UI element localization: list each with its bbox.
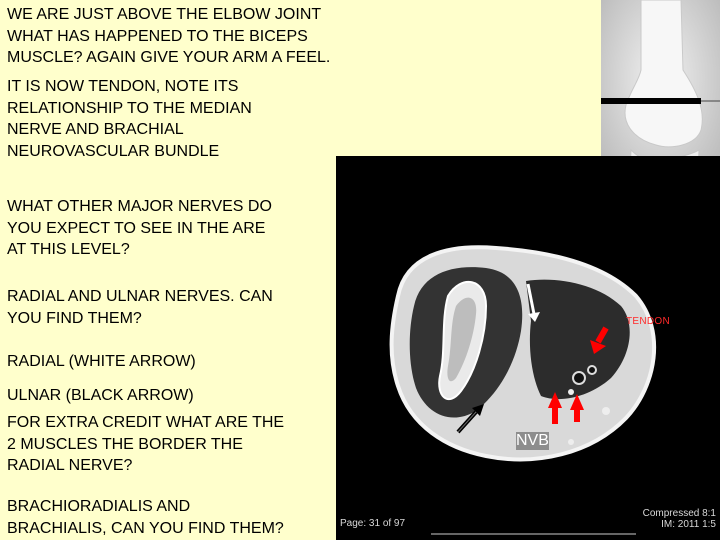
mri-cross-section xyxy=(336,156,720,540)
answer-tendon: IT IS NOW TENDON, NOTE ITS RELATIONSHIP TO THE MEDIAN NERVE AND BRACHIAL NEUROVASCULAR BUNDLE xyxy=(7,78,252,160)
nvb-label: NVB xyxy=(516,432,549,449)
legend-radial: RADIAL (WHITE ARROW) xyxy=(7,353,196,370)
vessel xyxy=(588,366,596,374)
mri-compression-info: Compressed 8:1 IM: 2011 1:5 xyxy=(642,508,716,530)
answer-muscles: BRACHIORADIALIS AND BRACHIALIS, CAN YOU FIND THEM? xyxy=(7,498,284,537)
question-extra-credit: FOR EXTRA CREDIT WHAT ARE THE 2 MUSCLES THE BORDER THE RADIAL NERVE? xyxy=(7,414,285,475)
vessel xyxy=(573,372,585,384)
nerve-dot xyxy=(568,439,574,445)
mri-drawing xyxy=(336,156,720,540)
legend-ulnar: ULNAR (BLACK ARROW) xyxy=(7,387,194,404)
nerve-dot xyxy=(568,389,574,395)
question-other-nerves: WHAT OTHER MAJOR NERVES DO YOU EXPECT TO SEE IN THE ARE AT THIS LEVEL? xyxy=(7,198,272,259)
answer-radial-ulnar: RADIAL AND ULNAR NERVES. CAN YOU FIND THEM? xyxy=(7,288,273,327)
mri-page-info: Page: 31 of 97 xyxy=(340,518,406,529)
nerve-dot xyxy=(602,407,610,415)
question-biceps: WE ARE JUST ABOVE THE ELBOW JOINT WHAT HAS HAPPENED TO THE BICEPS MUSCLE? AGAIN GIVE YOUR ARM A FEEL. xyxy=(7,6,331,67)
tendon-label: TENDON xyxy=(626,316,671,327)
